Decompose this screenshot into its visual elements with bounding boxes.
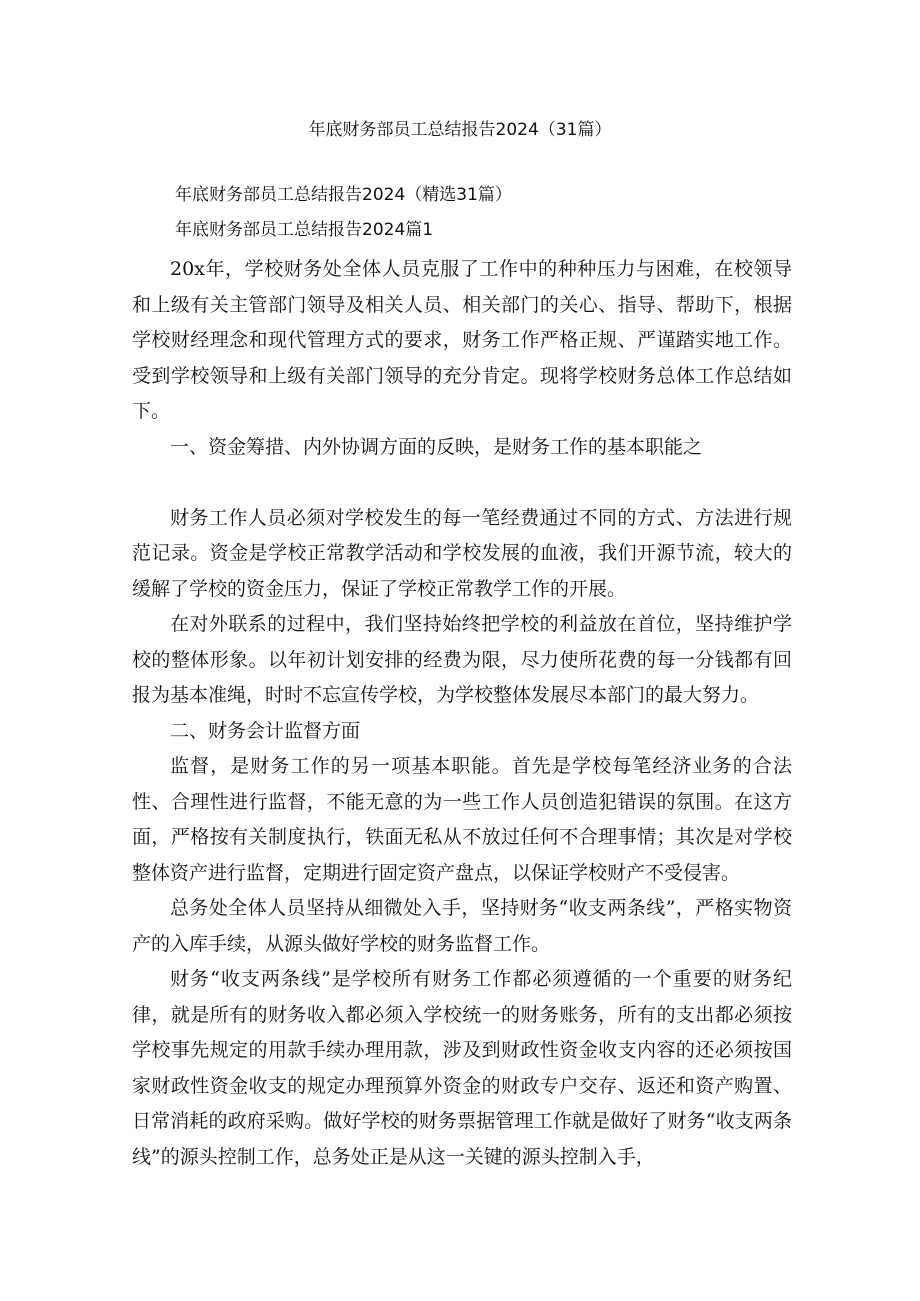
document-subtitle: 年底财务部员工总结报告2024（精选31篇） (175, 185, 512, 205)
section-heading: 年底财务部员工总结报告2024篇1 (175, 220, 434, 240)
paragraph-external: 在对外联系的过程中，我们坚持始终把学校的利益放在首位，坚持维护学校的整体形象。以年初计划安排的经费为限，尽力使所花费的每一分钱都有回报为基本准绳，时时不忘宣传学校，为学校整体发展尽本部门的最大努力。 (132, 613, 792, 706)
document-body (132, 252, 792, 1175)
paragraph-heading-one: 一、资金筹措、内外协调方面的反映，是财务工作的基本职能之 (170, 435, 703, 458)
paragraph-heading-two: 二、财务会计监督方面 (170, 719, 361, 742)
paragraph-supervision: 监督，是财务工作的另一项基本职能。首先是学校每笔经济业务的合法性、合理性进行监督，不能无意的为一些工作人员创造犯错误的氛围。在这方面，严格按有关制度执行，铁面无私从不放过任何不合理事情；其次是对学校整体资产进行监督，定期进行固定资产盘点，以保证学校财产不受侵害。 (132, 755, 792, 884)
paragraph-records: 财务工作人员必须对学校发生的每一笔经费通过不同的方式、方法进行规范记录。资金是学校正常教学活动和学校发展的血液，我们开源节流，较大的缓解了学校的资金压力，保证了学校正常教学工作的开展。 (132, 506, 792, 600)
paragraph-two-lines: 财务“收支两条线”是学校所有财务工作都必须遵循的一个重要的财务纪律，就是所有的财务收入都必须入学校统一的财务账务，所有的支出都必须按学校事先规定的用款手续办理用款，涉及到财政性资金收支内容的还必须按国家财政性资金收支的规定办理预算外资金的财政专户交存、返还和资产购置、日常消耗的政府采购。做好学校的财务票据管理工作就是做好了财务“收支两条线”的源头控制工作，总务处正是从这一关键的源头控制入手， (132, 968, 792, 1168)
paragraph-intro: 20x年，学校财务处全体人员克服了工作中的种种压力与困难，在校领导和上级有关主管部门领导及相关人员、相关部门的关心、指导、帮助下，根据学校财经理念和现代管理方式的要求，财务工作严格正规、严谨踏实地工作。受到学校领导和上级有关部门领导的充分肯定。现将学校财务总体工作总结如下。 (132, 258, 792, 422)
paragraph-general-affairs: 总务处全体人员坚持从细微处入手，坚持财务“收支两条线”，严格实物资产的入库手续，从源头做好学校的财务监督工作。 (132, 897, 792, 955)
document-title: 年底财务部员工总结报告2024（31篇） (308, 120, 612, 140)
